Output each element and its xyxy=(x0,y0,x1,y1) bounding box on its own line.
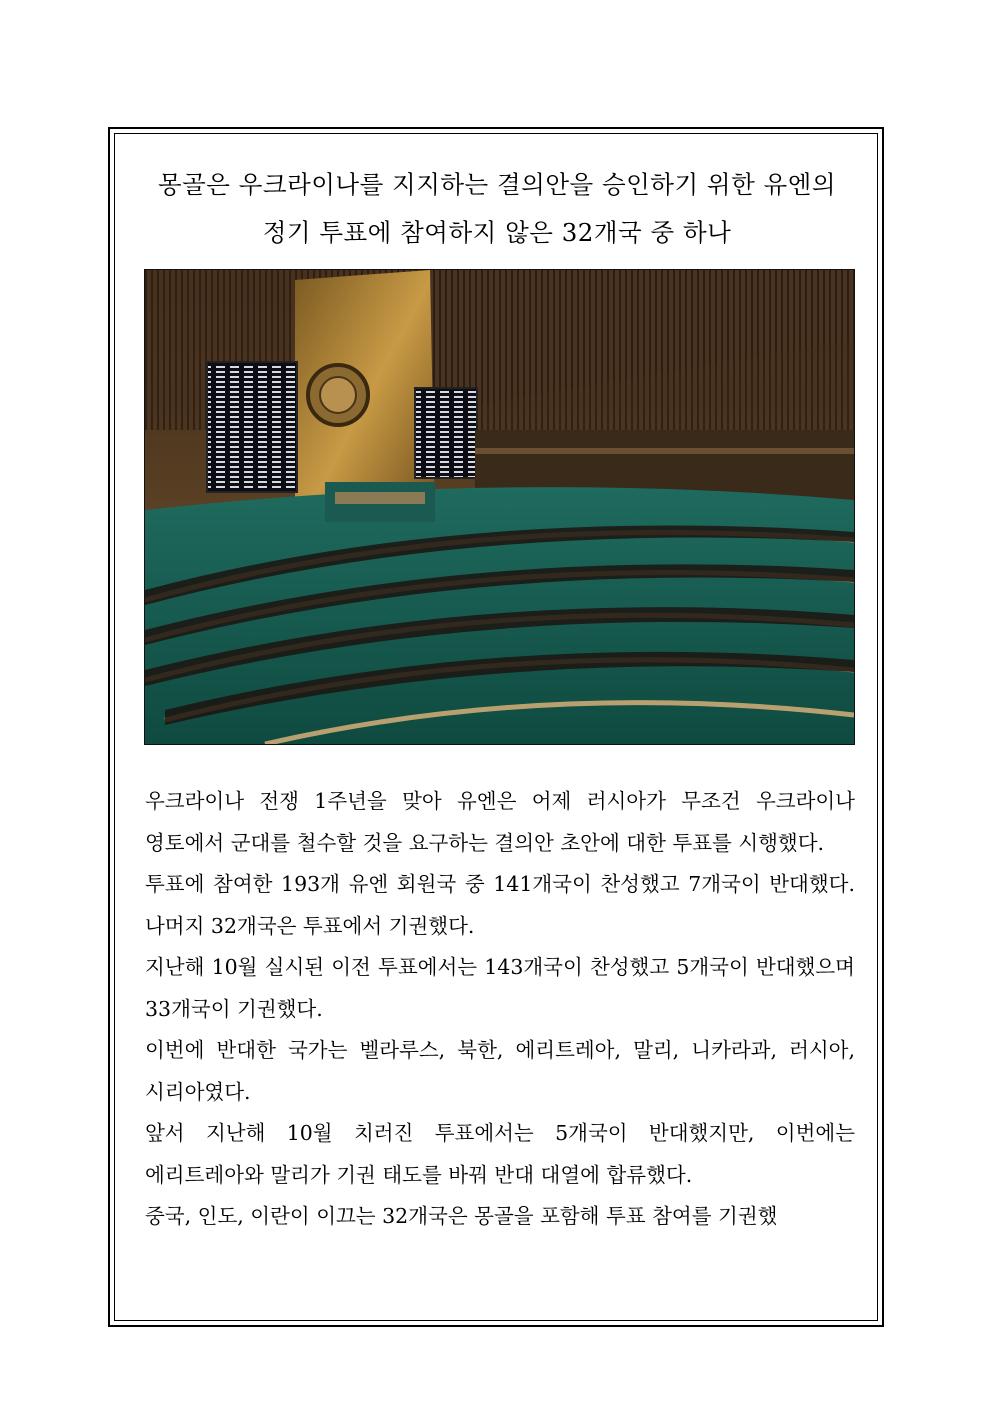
paragraph-3: 지난해 10월 실시된 이전 투표에서는 143개국이 찬성했고 5개국이 반대했으며 33개국이 기권했다. xyxy=(145,955,855,1021)
paragraph-4: 이번에 반대한 국가는 벨라루스, 북한, 에리트레아, 말리, 니카라과, 러시아, 시리아였다. xyxy=(145,1038,855,1104)
paragraph-2: 투표에 참여한 193개 유엔 회원국 중 141개국이 찬성했고 7개국이 반대했다. 나머지 32개국은 투표에서 기권했다. xyxy=(145,872,855,938)
document-frame xyxy=(108,127,884,1327)
headline-line-1: 몽골은 우크라이나를 지지하는 결의안을 승인하기 위한 유엔의 xyxy=(157,170,837,199)
paragraph-5: 앞서 지난해 10월 치러진 투표에서는 5개국이 반대했지만, 이번에는 에리트레아와 말리가 기권 태도를 바꿔 반대 대열에 합류했다. xyxy=(145,1121,855,1187)
paragraph-6: 중국, 인도, 이란이 이끄는 32개국은 몽골을 포함해 투표 참여를 기권했 xyxy=(145,1204,778,1228)
un-general-assembly-photo xyxy=(144,269,855,745)
document-inner-frame xyxy=(114,133,878,1321)
article-body xyxy=(145,781,855,1238)
headline-line-2: 정기 투표에 참여하지 않은 32개국 중 하나 xyxy=(262,218,732,247)
paragraph-1: 우크라이나 전쟁 1주년을 맞아 유엔은 어제 러시아가 무조건 우크라이나 영토에서 군대를 철수할 것을 요구하는 결의안 초안에 대한 투표를 시행했다. xyxy=(145,789,855,855)
